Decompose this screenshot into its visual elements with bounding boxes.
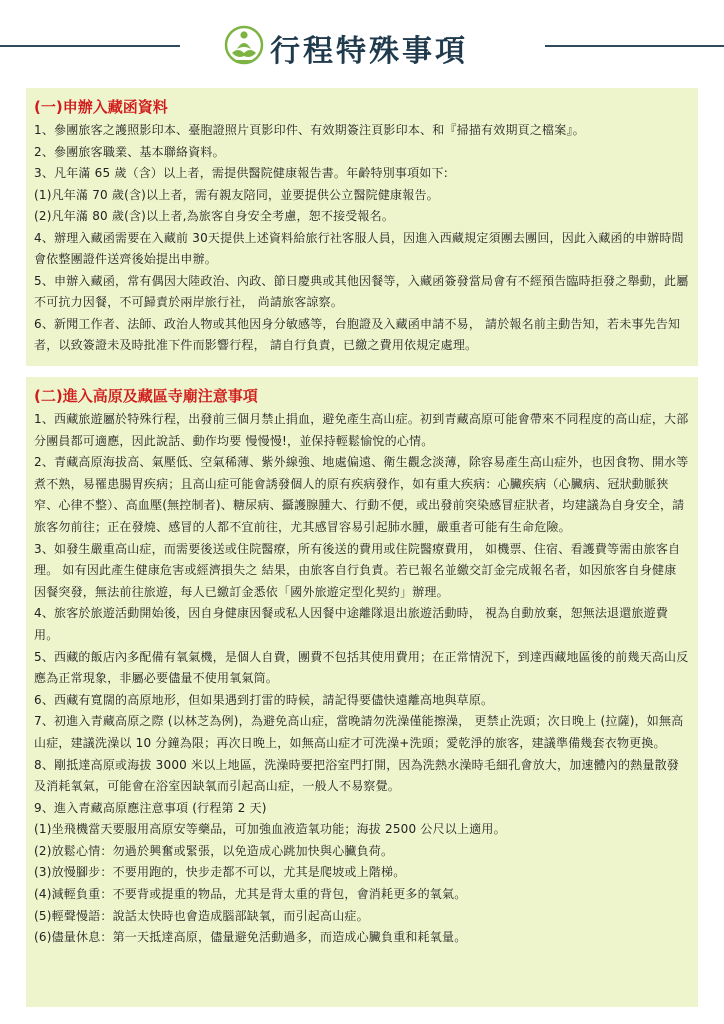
list-item: (3)放慢腳步：不要用跑的，快步走都不可以，尤其是爬坡或上階梯。: [34, 865, 406, 880]
list-item: (2)凡年滿 80 歲(含)以上者,為旅客自身安全考慮，恕不接受報名。: [34, 209, 395, 223]
list-item: (4)減輕負重：不要背或提重的物品，尤其是背太重的背包，會消耗更多的氧氣。: [34, 887, 467, 902]
section-entry-permit: [26, 88, 698, 366]
list-item: 6、新聞工作者、法師、政治人物或其他因身分敏感等，台胞證及入藏函申請不易， 請於報名前主動告知，若未事先告知者，以致簽證未及時批准下件而影響行程， 請自行負責，已繳之費用依規定處理。: [34, 316, 681, 352]
list-item: 2、青藏高原海拔高、氣壓低、空氣稀薄、紫外線強、地處偏遠、衛生觀念淡薄，除容易產生高山症外，也因食物、開水等煮不熟，易罹患腸胃疾病；且高山症可能會誘發個人的原有疾病發作，如有重大疾病：心臟疾病（心臟病、冠狀動脈狹窄、心律不整）、高血壓(無控制者)、糖尿病、攝護腺腫大、行動不便，或出發前突染感冒症狀者，均建議為自身安全，請旅客勿前往；正在發燒、感冒的人都不宜前往，尤其感冒容易引起肺水腫，嚴重者可能有生命危險。: [34, 455, 689, 534]
list-item: 8、剛抵達高原或海拔 3000 米以上地區，洗澡時要把浴室門打開，因為洗熱水澡時毛細孔會放大，加速體內的熱量散發及消耗氧氣，可能會在浴室因缺氧而引起高山症，一般人不易察覺。: [34, 757, 680, 794]
section-title: (二)進入高原及藏區寺廟注意事項: [34, 387, 258, 405]
page-title: 行程特殊事項: [270, 34, 468, 69]
section-plateau-notes: [26, 377, 698, 1007]
list-item: 5、申辦入藏函，常有偶因大陸政治、內政、節日慶典或其他因餐等，入藏函簽發當局會有不經預告臨時拒發之舉動，此屬不可抗力因餐，不可歸責於兩岸旅行社， 尚請旅客諒察。: [34, 273, 689, 309]
list-item: 7、初進入青藏高原之際 (以林芝為例)，為避免高山症，當晚請勿洗澡僅能擦澡， 更禁止洗頭；次日晚上 (拉薩)，如無高山症，建議洗澡以 10 分鐘為限；再次日晚上，如無高山症才可洗澡+洗頭；愛乾淨的旅客，建議準備幾套衣物更換。: [34, 714, 684, 750]
list-item: 4、辦理入藏函需要在入藏前 30天提供上述資料給旅行社客服人員，因進入西藏規定須團去團回，因此入藏函的申辦時間會依整團證件送齊後始提出申辦。: [34, 230, 684, 266]
list-item: (5)輕聲慢語：說話太快時也會造成腦部缺氧，而引起高山症。: [34, 908, 369, 923]
list-item: 6、西藏有寬闊的高原地形，但如果遇到打雷的時候，請記得要儘快遠離高地與草原。: [34, 692, 494, 707]
list-item: 3、如發生嚴重高山症，而需要後送或住院醫療，所有後送的費用或住院醫療費用， 如機票、住宿、看護費等需由旅客自理。 如有因此產生健康危害或經濟損失之 結果，由旅客自行負責。若已報名並繳交訂金完成報名者，如因旅客自身健康 因餐突發，無法前往旅遊，每人已繳訂金悉依「國外旅遊定型化契約」辦理。: [34, 541, 681, 599]
list-item: (1)坐飛機當天要服用高原安等藥品，可加強血液造氧功能；海拔 2500 公尺以上適用。: [34, 822, 506, 837]
lotus-buddha-icon: [224, 23, 264, 69]
list-item: 5、西藏的飯店內多配備有氧氣機，是個人自費，團費不包括其使用費用；在正常情況下，到達西藏地區後的前幾天高山反應為正常現象，非屬必要儘量不使用氧氣筒。: [34, 649, 689, 686]
page-header: [0, 18, 724, 74]
list-item: 3、凡年滿 65 歲（含）以上者，需提供醫院健康報告書。年齡特別事項如下:: [34, 166, 448, 180]
list-item: 1、參團旅客之護照影印本、臺胞證照片頁影印件、有效期簽注頁影印本、和『掃描有效期頁之檔案』。: [34, 123, 585, 137]
list-item: (6)儘量休息：第一天抵達高原，儘量避免活動過多，而造成心臟負重和耗氧量。: [34, 930, 467, 945]
section-title: (一)申辦入藏函資料: [34, 98, 168, 116]
header-rule-left: [0, 45, 180, 47]
header-rule-right: [545, 45, 724, 47]
list-item: (2)放鬆心情：勿過於興奮或緊張，以免造成心跳加快與心臟負荷。: [34, 843, 394, 858]
list-item: 9、進入青藏高原應注意事項 (行程第 2 天): [34, 800, 267, 815]
list-item: 2、參團旅客職業、基本聯絡資料。: [34, 144, 225, 159]
list-item: 4、旅客於旅遊活動開始後，因自身健康因餐或私人因餐中途離隊退出旅遊活動時， 視為自動放棄，恕無法退還旅遊費用。: [34, 606, 669, 642]
list-item: 1、西藏旅遊屬於特殊行程，出發前三個月禁止捐血，避免產生高山症。初到青藏高原可能會帶來不同程度的高山症，大部分團員都可適應，因此說話、動作均要 慢慢慢!，並保持輕鬆愉悅的心情。: [34, 412, 689, 448]
list-item: (1)凡年滿 70 歲(含)以上者，需有親友陪同，並要提供公立醫院健康報告。: [34, 187, 439, 202]
